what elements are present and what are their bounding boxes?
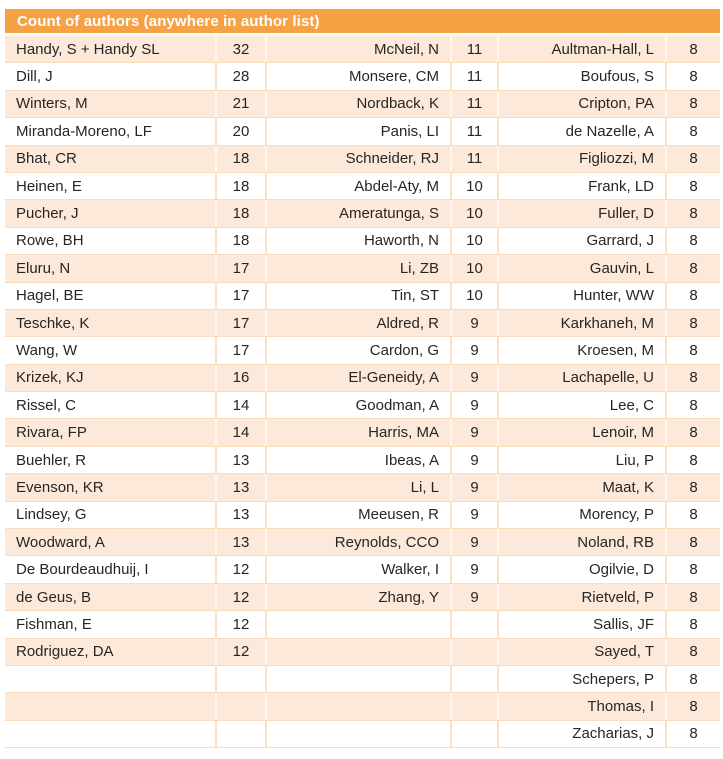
author-count-cell: 8	[665, 447, 720, 473]
table-row	[5, 666, 720, 693]
author-count-cell: 11	[450, 91, 497, 117]
author-name-cell: Zacharias, J	[497, 721, 665, 747]
author-count-cell	[215, 721, 265, 747]
author-count-cell: 9	[450, 584, 497, 610]
author-count-cell: 9	[450, 502, 497, 528]
table-row	[5, 556, 720, 583]
author-name-cell: Hagel, BE	[16, 287, 84, 305]
table-row	[5, 337, 720, 364]
author-name-cell: Teschke, K	[16, 314, 90, 332]
author-name-cell: Rivara, FP	[16, 424, 87, 442]
author-count-cell: 8	[665, 639, 720, 665]
author-count-cell: 17	[215, 337, 265, 363]
author-count-cell: 12	[215, 556, 265, 582]
table-row	[5, 392, 720, 419]
author-name-cell: Gauvin, L	[497, 255, 665, 281]
author-name-cell: Wang, W	[16, 341, 78, 359]
author-count-cell: 10	[450, 228, 497, 254]
table-row	[5, 474, 720, 501]
author-name-cell: Meeusen, R	[265, 502, 450, 528]
author-name-cell: Miranda-Moreno, LF	[16, 122, 152, 140]
author-count-cell: 8	[665, 118, 720, 144]
author-name-cell: Aldred, R	[265, 310, 450, 336]
author-name-cell: Rowe, BH	[16, 232, 84, 250]
author-name-cell: Schepers, P	[497, 666, 665, 692]
author-name-cell: Tin, ST	[265, 283, 450, 309]
author-name-cell: Cripton, PA	[497, 91, 665, 117]
author-count-cell: 20	[215, 118, 265, 144]
author-count-cell: 8	[665, 392, 720, 418]
author-name-cell: Hunter, WW	[497, 283, 665, 309]
author-count-cell	[215, 693, 265, 719]
author-count-cell	[450, 693, 497, 719]
author-name-cell: Buehler, R	[16, 451, 87, 469]
author-count-cell: 17	[215, 283, 265, 309]
author-name-cell: Krizek, KJ	[16, 369, 84, 387]
author-count-cell: 8	[665, 474, 720, 500]
author-name-cell: Liu, P	[497, 447, 665, 473]
author-count-cell: 8	[665, 556, 720, 582]
author-count-cell: 11	[450, 63, 497, 89]
author-count-cell: 18	[215, 200, 265, 226]
author-count-cell: 11	[450, 36, 497, 62]
author-name-cell	[265, 666, 450, 692]
author-name-cell: Abdel-Aty, M	[265, 173, 450, 199]
author-name-cell: Aultman-Hall, L	[497, 36, 665, 62]
author-count-cell: 9	[450, 447, 497, 473]
author-count-cell: 13	[215, 502, 265, 528]
author-count-cell: 12	[215, 639, 265, 665]
table-row	[5, 146, 720, 173]
author-count-cell: 8	[665, 584, 720, 610]
author-count-cell: 8	[665, 200, 720, 226]
author-name-cell	[265, 639, 450, 665]
author-count-cell: 9	[450, 365, 497, 391]
author-name-cell: de Nazelle, A	[497, 118, 665, 144]
table-body	[5, 36, 720, 748]
author-name-cell: Heinen, E	[16, 177, 82, 195]
table-row	[5, 173, 720, 200]
author-name-cell: Kroesen, M	[497, 337, 665, 363]
author-name-cell: Rissel, C	[16, 396, 77, 414]
author-count-cell: 32	[215, 36, 265, 62]
author-name-cell: Sayed, T	[497, 639, 665, 665]
author-count-cell	[215, 666, 265, 692]
author-count-cell	[450, 611, 497, 637]
table-row	[5, 228, 720, 255]
author-name-cell: Cardon, G	[265, 337, 450, 363]
author-count-cell	[450, 721, 497, 747]
author-name-cell: Ibeas, A	[265, 447, 450, 473]
author-name-cell: Monsere, CM	[265, 63, 450, 89]
table-row	[5, 584, 720, 611]
author-count-cell: 8	[665, 666, 720, 692]
table-row	[5, 693, 720, 720]
author-name-cell	[265, 693, 450, 719]
author-count-cell: 8	[665, 63, 720, 89]
table-row	[5, 529, 720, 556]
table-row	[5, 283, 720, 310]
author-count-cell: 8	[665, 255, 720, 281]
author-name-cell: Lindsey, G	[16, 506, 87, 524]
author-count-cell: 17	[215, 310, 265, 336]
author-name-cell	[5, 693, 215, 719]
author-count-cell: 10	[450, 283, 497, 309]
author-name-cell: Eluru, N	[16, 259, 71, 277]
table-row	[5, 36, 720, 63]
author-count-cell	[450, 639, 497, 665]
author-name-cell: Fishman, E	[16, 615, 92, 633]
table-row	[5, 502, 720, 529]
author-name-cell: Garrard, J	[497, 228, 665, 254]
author-count-cell: 16	[215, 365, 265, 391]
table-row	[5, 611, 720, 638]
author-count-cell: 8	[665, 283, 720, 309]
table-row	[5, 721, 720, 748]
author-name-cell	[5, 721, 215, 747]
author-name-cell: Li, ZB	[265, 255, 450, 281]
table-row	[5, 200, 720, 227]
table-row	[5, 365, 720, 392]
author-name-cell: Figliozzi, M	[497, 146, 665, 172]
author-count-cell: 10	[450, 255, 497, 281]
table-row	[5, 419, 720, 446]
table-row	[5, 447, 720, 474]
author-name-cell: Rietveld, P	[497, 584, 665, 610]
author-count-cell: 10	[450, 200, 497, 226]
author-name-cell: Pucher, J	[16, 205, 79, 223]
author-count-cell: 8	[665, 365, 720, 391]
author-name-cell: Dill, J	[16, 68, 53, 86]
author-name-cell: Nordback, K	[265, 91, 450, 117]
author-name-cell: Walker, I	[265, 556, 450, 582]
author-count-cell: 11	[450, 118, 497, 144]
author-count-cell: 9	[450, 337, 497, 363]
author-count-cell: 10	[450, 173, 497, 199]
author-name-cell: Thomas, I	[497, 693, 665, 719]
author-name-cell: Woodward, A	[16, 533, 105, 551]
author-name-cell: Ameratunga, S	[265, 200, 450, 226]
author-count-cell: 14	[215, 392, 265, 418]
author-count-cell: 11	[450, 146, 497, 172]
author-count-cell: 9	[450, 392, 497, 418]
author-count-cell: 18	[215, 173, 265, 199]
author-name-cell: Lee, C	[497, 392, 665, 418]
author-count-cell: 9	[450, 310, 497, 336]
author-name-cell	[265, 611, 450, 637]
table-row	[5, 255, 720, 282]
author-name-cell: Schneider, RJ	[265, 146, 450, 172]
author-name-cell: Noland, RB	[497, 529, 665, 555]
author-name-cell: Goodman, A	[265, 392, 450, 418]
author-count-cell: 8	[665, 502, 720, 528]
author-count-cell: 13	[215, 447, 265, 473]
author-name-cell	[5, 666, 215, 692]
author-count-cell: 9	[450, 474, 497, 500]
author-count-table	[5, 9, 720, 748]
table-row	[5, 639, 720, 666]
author-name-cell: de Geus, B	[16, 588, 92, 606]
author-count-cell: 21	[215, 91, 265, 117]
author-count-cell: 28	[215, 63, 265, 89]
author-count-cell: 17	[215, 255, 265, 281]
author-name-cell: Evenson, KR	[16, 478, 104, 496]
author-count-cell: 8	[665, 611, 720, 637]
author-name-cell: Bhat, CR	[16, 150, 77, 168]
author-name-cell: Panis, LI	[265, 118, 450, 144]
author-count-cell: 8	[665, 337, 720, 363]
author-name-cell: Morency, P	[497, 502, 665, 528]
author-name-cell: Winters, M	[16, 95, 88, 113]
table-row	[5, 118, 720, 145]
author-name-cell: Handy, S + Handy SL	[16, 40, 160, 58]
author-name-cell: McNeil, N	[265, 36, 450, 62]
author-name-cell: Fuller, D	[497, 200, 665, 226]
author-name-cell	[265, 721, 450, 747]
table-row	[5, 310, 720, 337]
author-count-cell: 9	[450, 556, 497, 582]
author-name-cell: Zhang, Y	[265, 584, 450, 610]
author-count-cell: 8	[665, 310, 720, 336]
author-name-cell: Haworth, N	[265, 228, 450, 254]
author-name-cell: Reynolds, CCO	[265, 529, 450, 555]
author-count-cell: 12	[215, 584, 265, 610]
author-count-cell: 12	[215, 611, 265, 637]
author-name-cell: Maat, K	[497, 474, 665, 500]
author-count-cell: 13	[215, 529, 265, 555]
author-count-cell: 18	[215, 228, 265, 254]
author-count-cell: 8	[665, 721, 720, 747]
author-name-cell: Lenoir, M	[497, 419, 665, 445]
author-name-cell: Ogilvie, D	[497, 556, 665, 582]
author-name-cell: Boufous, S	[497, 63, 665, 89]
author-count-cell: 8	[665, 693, 720, 719]
author-name-cell: Li, L	[265, 474, 450, 500]
author-name-cell: Karkhaneh, M	[497, 310, 665, 336]
author-count-cell: 18	[215, 146, 265, 172]
author-count-cell: 9	[450, 419, 497, 445]
author-count-cell: 9	[450, 529, 497, 555]
author-count-cell: 8	[665, 146, 720, 172]
author-name-cell: Sallis, JF	[497, 611, 665, 637]
table-title: Count of authors (anywhere in author list)	[5, 9, 720, 33]
author-count-cell: 8	[665, 91, 720, 117]
author-count-cell: 8	[665, 228, 720, 254]
author-count-cell: 8	[665, 36, 720, 62]
author-name-cell: Lachapelle, U	[497, 365, 665, 391]
author-count-cell: 14	[215, 419, 265, 445]
author-name-cell: Frank, LD	[497, 173, 665, 199]
author-name-cell: El-Geneidy, A	[265, 365, 450, 391]
table-row	[5, 91, 720, 118]
author-name-cell: Harris, MA	[265, 419, 450, 445]
author-name-cell: De Bourdeaudhuij, I	[16, 561, 149, 579]
author-count-cell: 8	[665, 419, 720, 445]
author-count-cell: 13	[215, 474, 265, 500]
author-name-cell: Rodriguez, DA	[16, 643, 114, 661]
table-row	[5, 63, 720, 90]
author-count-cell: 8	[665, 173, 720, 199]
author-count-cell: 8	[665, 529, 720, 555]
author-count-cell	[450, 666, 497, 692]
